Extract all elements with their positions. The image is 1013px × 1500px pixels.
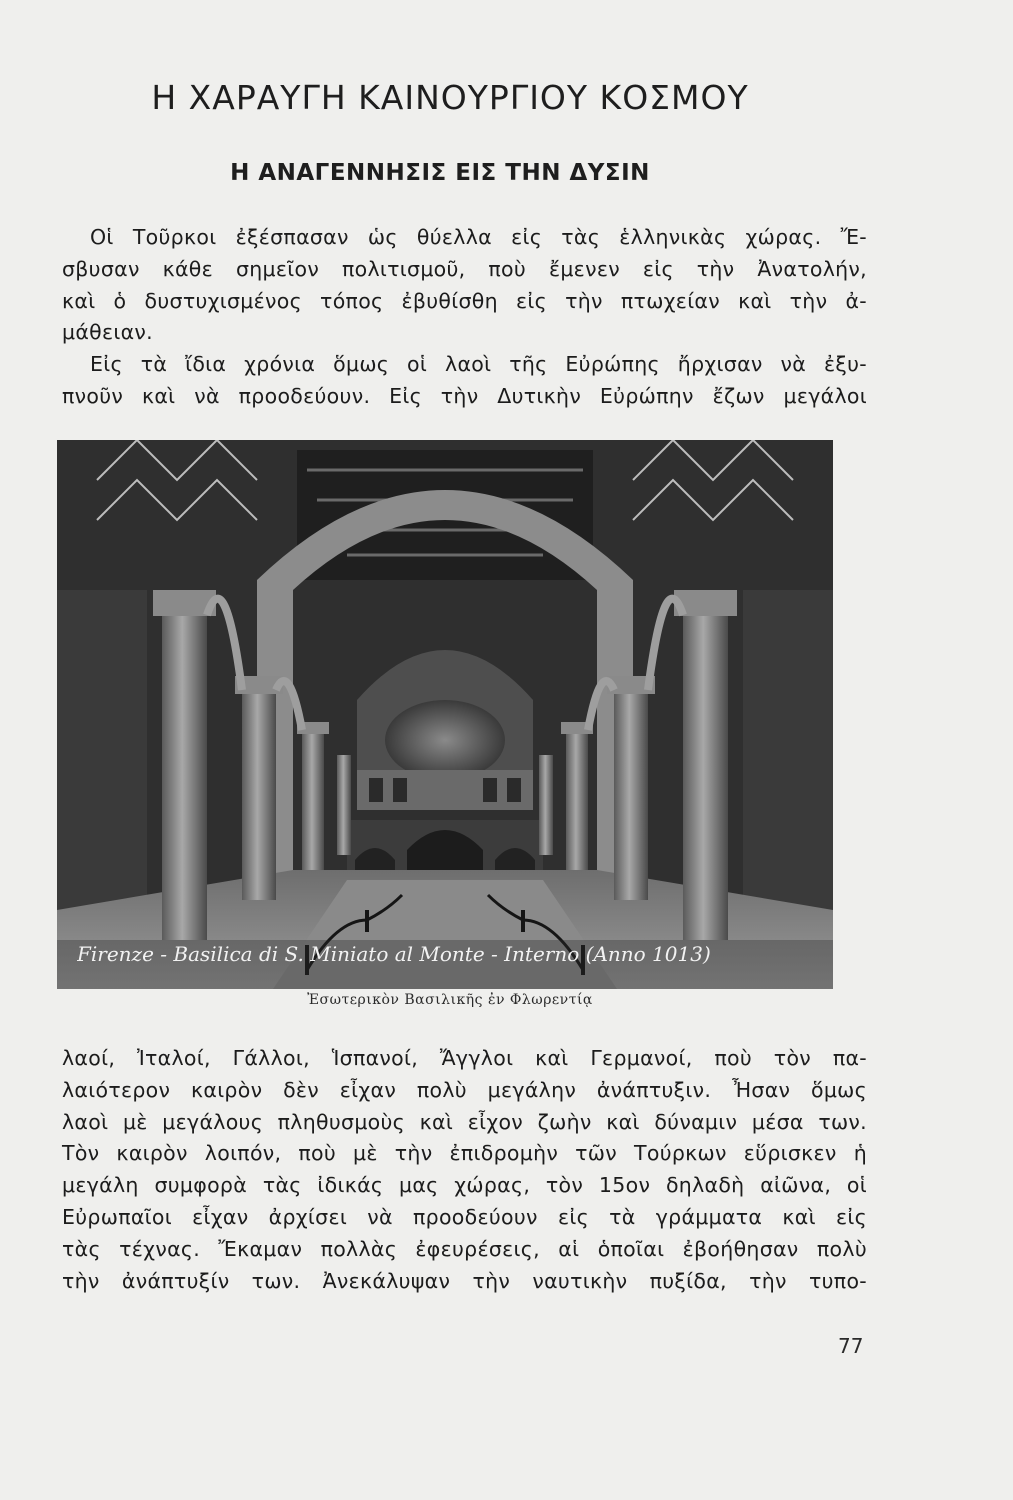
basilica-interior-photo — [57, 440, 833, 989]
section-subtitle: Η ΑΝΑΓΕΝΝΗΣΙΣ ΕΙΣ ΤΗΝ ΔΥΣΙΝ — [230, 160, 650, 186]
text-line: μάθειαν. — [62, 320, 153, 345]
paragraph-1 — [62, 222, 867, 349]
text-line: τὰς τέχνας. Ἔκαμαν πολλὰς ἐφευρέσεις, αἱ ὁποῖαι ἐβοήθησαν πολὺ — [62, 1236, 867, 1261]
text-line: λαιότερον καιρὸν δὲν εἶχαν πολὺ μεγάλην ἀνάπτυξιν. Ἦσαν ὅμως — [62, 1077, 867, 1102]
text-line: σβυσαν κάθε σημεῖον πολιτισμοῦ, ποὺ ἔμενεν εἰς τὴν Ἀνατολήν, — [62, 256, 867, 281]
text-line: λαοὶ μὲ μεγάλους πληθυσμοὺς καὶ εἶχον ζωὴν καὶ δύναμιν μέσα των. — [62, 1109, 867, 1134]
chapter-title: Η ΧΑΡΑΥΓΗ ΚΑΙΝΟΥΡΓΙΟΥ ΚΟΣΜΟΥ — [151, 78, 749, 117]
text-line: λαοί, Ἰταλοί, Γάλλοι, Ἱσπανοί, Ἄγγλοι καὶ Γερμανοί, ποὺ τὸν πα- — [62, 1046, 867, 1070]
photo-inscription: Firenze - Basilica di S. Miniato al Monte - Interno (Anno 1013) — [77, 942, 711, 966]
paragraph-3 — [62, 1043, 867, 1297]
text-line: τὴν ἀνάπτυξίν των. Ἀνεκάλυψαν τὴν ναυτικὴν πυξίδα, τὴν τυπο- — [62, 1268, 867, 1293]
text-line: Οἱ Τοῦρκοι ἐξέσπασαν ὡς θύελλα εἰς τὰς ἑλληνικὰς χώρας. Ἔ- — [90, 225, 867, 249]
figure-caption: Ἐσωτερικὸν Βασιλικῆς ἐν Φλωρεντίᾳ — [307, 992, 593, 1008]
text-line: πνοῦν καὶ νὰ προοδεύουν. Εἰς τὴν Δυτικὴν Εὐρώπην ἔζων μεγάλοι — [62, 383, 867, 408]
paragraph-2 — [62, 349, 867, 413]
text-line: καὶ ὁ δυστυχισμένος τόπος ἐβυθίσθη εἰς τὴν πτωχείαν καὶ τὴν ἀ- — [62, 288, 867, 313]
text-line: μεγάλη συμφορὰ τὰς ἰδικάς μας χώρας, τὸν 15ον δηλαδὴ αἰῶνα, οἱ — [62, 1173, 867, 1198]
text-line: Τὸν καιρὸν λοιπόν, ποὺ μὲ τὴν ἐπιδρομὴν τῶν Τούρκων εὕρισκεν ἡ — [62, 1141, 867, 1166]
text-line: Εὐρωπαῖοι εἶχαν ἀρχίσει νὰ προοδεύουν εἰς τὰ γράμματα καὶ εἰς — [62, 1204, 867, 1229]
page-number: 77 — [838, 1334, 864, 1358]
text-line: Εἰς τὰ ἴδια χρόνια ὅμως οἱ λαοὶ τῆς Εὐρώπης ἤρχισαν νὰ ἐξυ- — [90, 352, 867, 376]
